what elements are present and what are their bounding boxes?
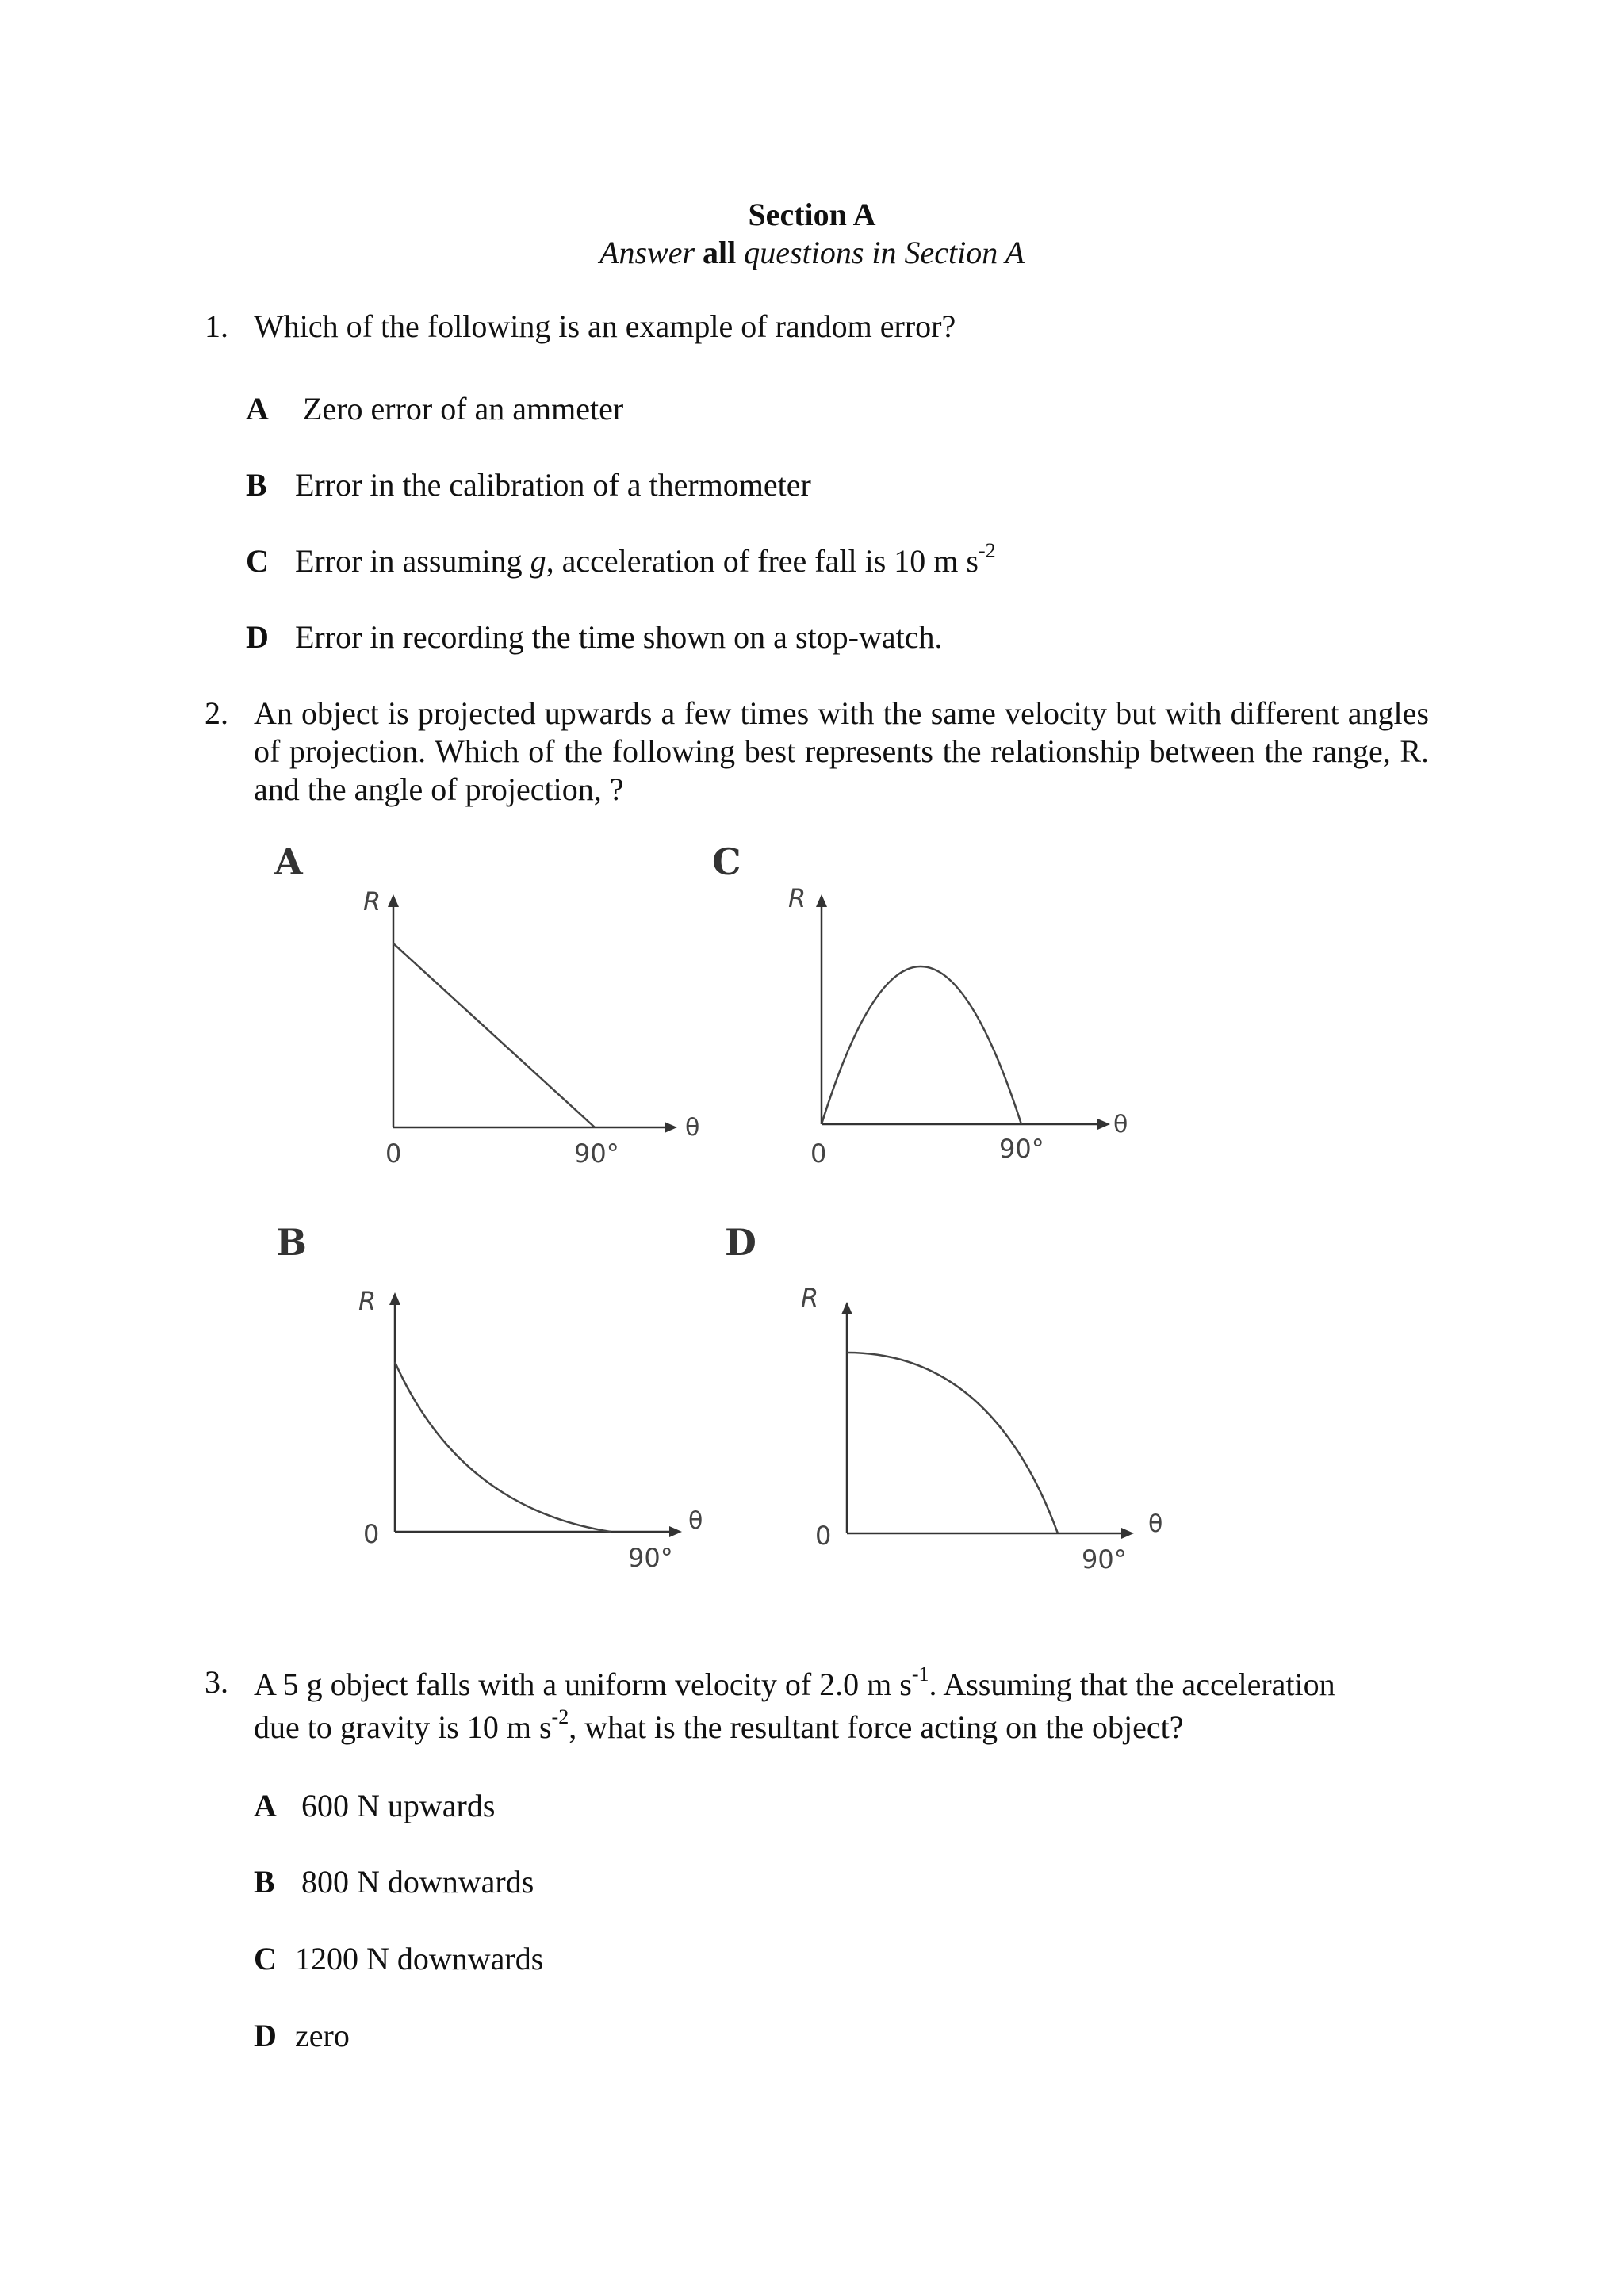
option-text-post: acceleration of free fall is 10 m s: [553, 543, 979, 579]
option-text: zero: [295, 2018, 350, 2053]
x-axis-arrow: [1121, 1528, 1134, 1539]
graph-letter: C: [712, 840, 741, 883]
instruction-bold: all: [703, 235, 737, 270]
graph-d-plot: [714, 1221, 1189, 1586]
option-letter: C: [254, 1941, 277, 1976]
x-axis-label: θ: [1113, 1111, 1128, 1138]
question-line-2: due to gravity is 10 m $s^{-2}$, what is the resultant force acting on the object?: [254, 1705, 1184, 1745]
tick-label: 90°: [574, 1138, 619, 1169]
option-letter: D: [254, 2018, 277, 2053]
option-text: Error in the calibration of a thermometer: [295, 467, 811, 503]
question-line-1: A 5 g object falls with a uniform velocity of 2.0 m $s^{-1}$. Assuming that the acceleration: [254, 1663, 1335, 1702]
option-text: 800 N downwards: [301, 1864, 534, 1900]
option-text-italic: g,: [530, 543, 554, 579]
y-axis-label: R: [358, 1286, 377, 1316]
x-axis-label: θ: [685, 1114, 700, 1142]
option-letter: A: [254, 1788, 277, 1823]
y-axis-arrow: [841, 1302, 852, 1314]
question-text: An object is projected upwards a few times with the same velocity but with different angles of projection. Which of the following best represents the relationship between the range, R. and the angle of projection, ?: [254, 695, 1429, 807]
x-axis-arrow: [665, 1122, 677, 1133]
origin-label: 0: [815, 1521, 832, 1551]
option-text: Error in recording the time shown on a stop-watch.: [295, 619, 943, 655]
question-number: 2.: [205, 695, 228, 731]
question-1: [0, 308, 1624, 346]
origin-label: 0: [385, 1138, 402, 1169]
graph-d: [714, 1221, 1189, 1586]
y-axis-arrow: [816, 894, 827, 907]
graph-letter: A: [274, 840, 303, 883]
option-text: Zero error of an ammeter: [303, 391, 624, 427]
y-axis-label: R: [363, 886, 381, 916]
option-letter: B: [254, 1864, 275, 1900]
origin-label: 0: [363, 1519, 380, 1549]
curve-line: [393, 943, 595, 1127]
option-text: 1200 N downwards: [295, 1941, 544, 1976]
graph-letter: D: [725, 1221, 756, 1264]
q1-option-b: [246, 466, 811, 504]
option-letter: C: [246, 543, 269, 579]
q1-option-d: [246, 618, 942, 656]
graph-a: [270, 840, 714, 1173]
curve-line: [847, 1353, 1058, 1533]
question-3: [0, 1663, 1624, 1751]
instruction-post: questions in Section A: [744, 235, 1025, 270]
instruction-pre: Answer: [599, 235, 695, 270]
y-axis-label: R: [801, 1283, 819, 1313]
option-text: 600 N upwards: [301, 1788, 496, 1823]
question-2: [0, 695, 1624, 813]
option-letter: A: [246, 391, 269, 427]
curve-line: [822, 966, 1021, 1124]
x-axis-arrow: [1097, 1119, 1110, 1130]
section-title: Section A: [748, 197, 876, 232]
section-instruction: [0, 233, 1624, 273]
question-number: 1.: [205, 308, 228, 344]
question-text: Which of the following is an example of random error?: [254, 308, 956, 344]
q3-option-b: [254, 1863, 534, 1901]
x-axis-label: θ: [1148, 1510, 1163, 1538]
y-axis-arrow: [389, 1292, 400, 1305]
origin-label: 0: [810, 1138, 827, 1169]
option-superscript: -2: [978, 539, 996, 562]
tick-label: 90°: [628, 1543, 673, 1573]
question-number: 3.: [205, 1664, 228, 1700]
graph-c: [706, 840, 1150, 1173]
tick-label: 90°: [1082, 1544, 1127, 1575]
tick-label: 90°: [999, 1134, 1044, 1164]
graph-b: [270, 1221, 714, 1586]
q3-option-d: [254, 2017, 350, 2055]
graph-b-plot: [270, 1221, 714, 1586]
q1-option-a: [246, 390, 623, 428]
graph-c-plot: [706, 840, 1150, 1173]
option-text-pre: Error in assuming: [295, 543, 530, 579]
graph-a-plot: [270, 840, 714, 1173]
x-axis-label: θ: [688, 1507, 703, 1535]
x-axis-arrow: [669, 1526, 682, 1537]
y-axis-label: R: [788, 883, 806, 913]
q3-option-a: [254, 1787, 495, 1825]
option-letter: B: [246, 467, 267, 503]
q3-option-c: [254, 1940, 543, 1978]
curve-line: [395, 1362, 611, 1532]
q1-option-c: [246, 539, 996, 580]
graph-letter: B: [276, 1221, 307, 1264]
question-text: [254, 1663, 1429, 1749]
y-axis-arrow: [388, 894, 399, 907]
option-letter: D: [246, 619, 269, 655]
